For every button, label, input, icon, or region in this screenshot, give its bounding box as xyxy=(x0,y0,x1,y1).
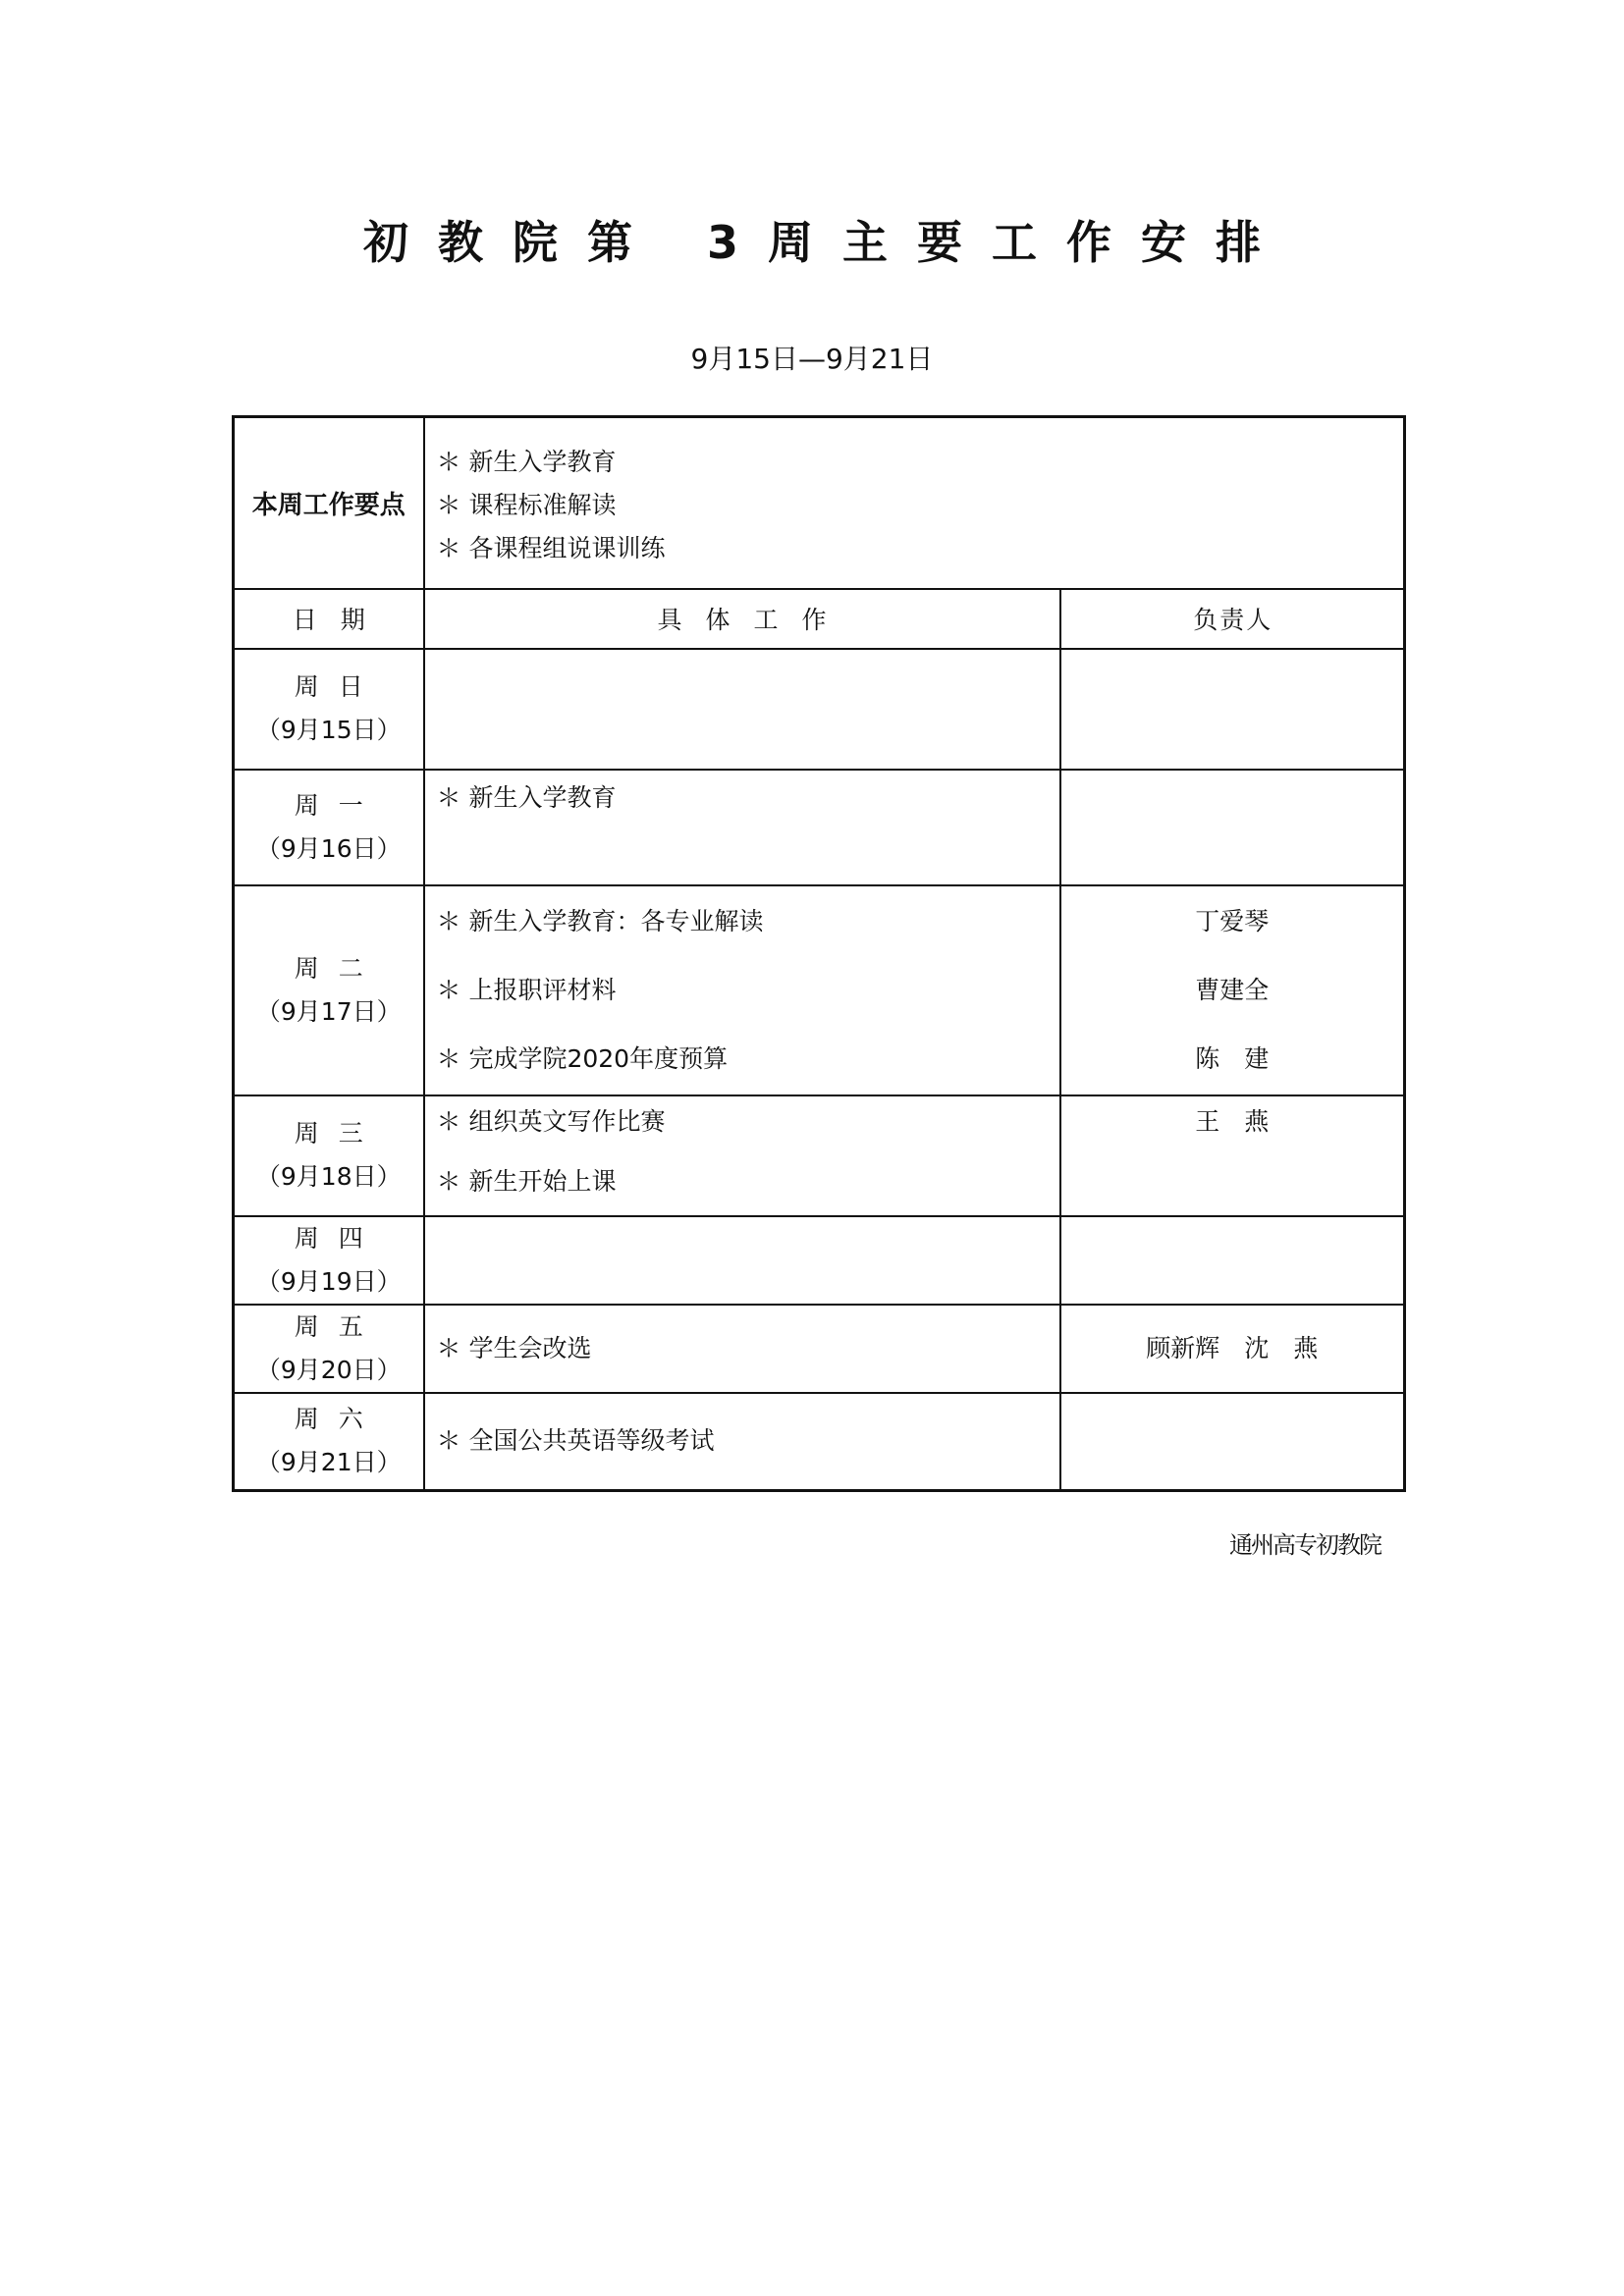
task-item: ＊ 组织英文写作比赛 xyxy=(436,1106,666,1136)
header-row xyxy=(234,589,1405,649)
day-name: 周四 xyxy=(294,1223,383,1253)
focus-items xyxy=(424,417,1405,589)
task-item: ＊ 新生入学教育 xyxy=(436,782,617,812)
person-cell xyxy=(1060,1393,1405,1491)
day-name: 周二 xyxy=(294,953,383,983)
work-cell xyxy=(424,770,1060,885)
person-cell xyxy=(1060,770,1405,885)
work-cell xyxy=(424,1305,1060,1393)
task-item: ＊ 学生会改选 xyxy=(436,1333,592,1362)
person-name: 陈 建 xyxy=(1195,1043,1270,1073)
task-item: ＊ 全国公共英语等级考试 xyxy=(436,1426,715,1456)
day-cell xyxy=(234,1305,424,1393)
work-cell xyxy=(424,1095,1060,1216)
day-date: （9月19日） xyxy=(255,1266,402,1296)
day-name: 周六 xyxy=(294,1405,383,1434)
day-cell xyxy=(234,1095,424,1216)
day-row-sunday xyxy=(234,649,1405,770)
day-cell xyxy=(234,770,424,885)
header-work: 具体工作 xyxy=(424,589,1060,649)
person-name: 曹建全 xyxy=(1195,975,1270,1004)
day-row-friday xyxy=(234,1305,1405,1393)
task-item: ＊ 完成学院2020年度预算 xyxy=(436,1043,729,1073)
focus-item: ＊ 课程标准解读 xyxy=(436,491,617,520)
day-name: 周一 xyxy=(294,790,383,820)
task-item: ＊ 新生开始上课 xyxy=(436,1166,617,1196)
schedule-table xyxy=(232,415,1406,1492)
day-cell xyxy=(234,885,424,1095)
person-name: 王 燕 xyxy=(1195,1106,1270,1136)
day-date: （9月17日） xyxy=(255,996,402,1026)
day-name: 周三 xyxy=(294,1119,383,1148)
header-date: 日期 xyxy=(234,589,424,649)
header-person: 负责人 xyxy=(1060,589,1405,649)
issuing-unit: 通州高专初教院 xyxy=(1229,1531,1380,1559)
day-cell xyxy=(234,649,424,770)
day-cell xyxy=(234,1216,424,1305)
person-cell xyxy=(1060,1095,1405,1216)
work-cell xyxy=(424,885,1060,1095)
focus-row xyxy=(234,417,1405,589)
day-row-saturday xyxy=(234,1393,1405,1491)
person-cell xyxy=(1060,649,1405,770)
day-date: （9月21日） xyxy=(255,1448,402,1477)
day-date: （9月20日） xyxy=(255,1355,402,1384)
focus-label: 本周工作要点 xyxy=(234,417,424,589)
document-title: 初教院第 3周主要工作安排 xyxy=(362,216,1291,269)
day-name: 周五 xyxy=(294,1311,383,1341)
task-item: ＊ 上报职评材料 xyxy=(436,975,617,1004)
day-row-thursday xyxy=(234,1216,1405,1305)
work-cell xyxy=(424,649,1060,770)
task-item: ＊ 新生入学教育：各专业解读 xyxy=(436,906,764,935)
day-row-wednesday xyxy=(234,1095,1405,1216)
day-row-tuesday xyxy=(234,885,1405,1095)
person-name: 顾新辉 沈 燕 xyxy=(1146,1333,1319,1362)
person-cell xyxy=(1060,1216,1405,1305)
day-date: （9月15日） xyxy=(255,716,402,744)
day-name: 周日 xyxy=(294,672,383,701)
person-cell xyxy=(1060,1305,1405,1393)
work-cell xyxy=(424,1216,1060,1305)
person-name: 丁爱琴 xyxy=(1195,906,1270,935)
day-cell xyxy=(234,1393,424,1491)
day-date: （9月16日） xyxy=(255,833,402,863)
date-range: 9月15日—9月21日 xyxy=(690,343,934,375)
focus-item: ＊ 各课程组说课训练 xyxy=(436,534,666,563)
focus-item: ＊ 新生入学教育 xyxy=(436,448,617,477)
day-date: （9月18日） xyxy=(255,1162,402,1191)
day-row-monday xyxy=(234,770,1405,885)
work-cell xyxy=(424,1393,1060,1491)
person-cell xyxy=(1060,885,1405,1095)
